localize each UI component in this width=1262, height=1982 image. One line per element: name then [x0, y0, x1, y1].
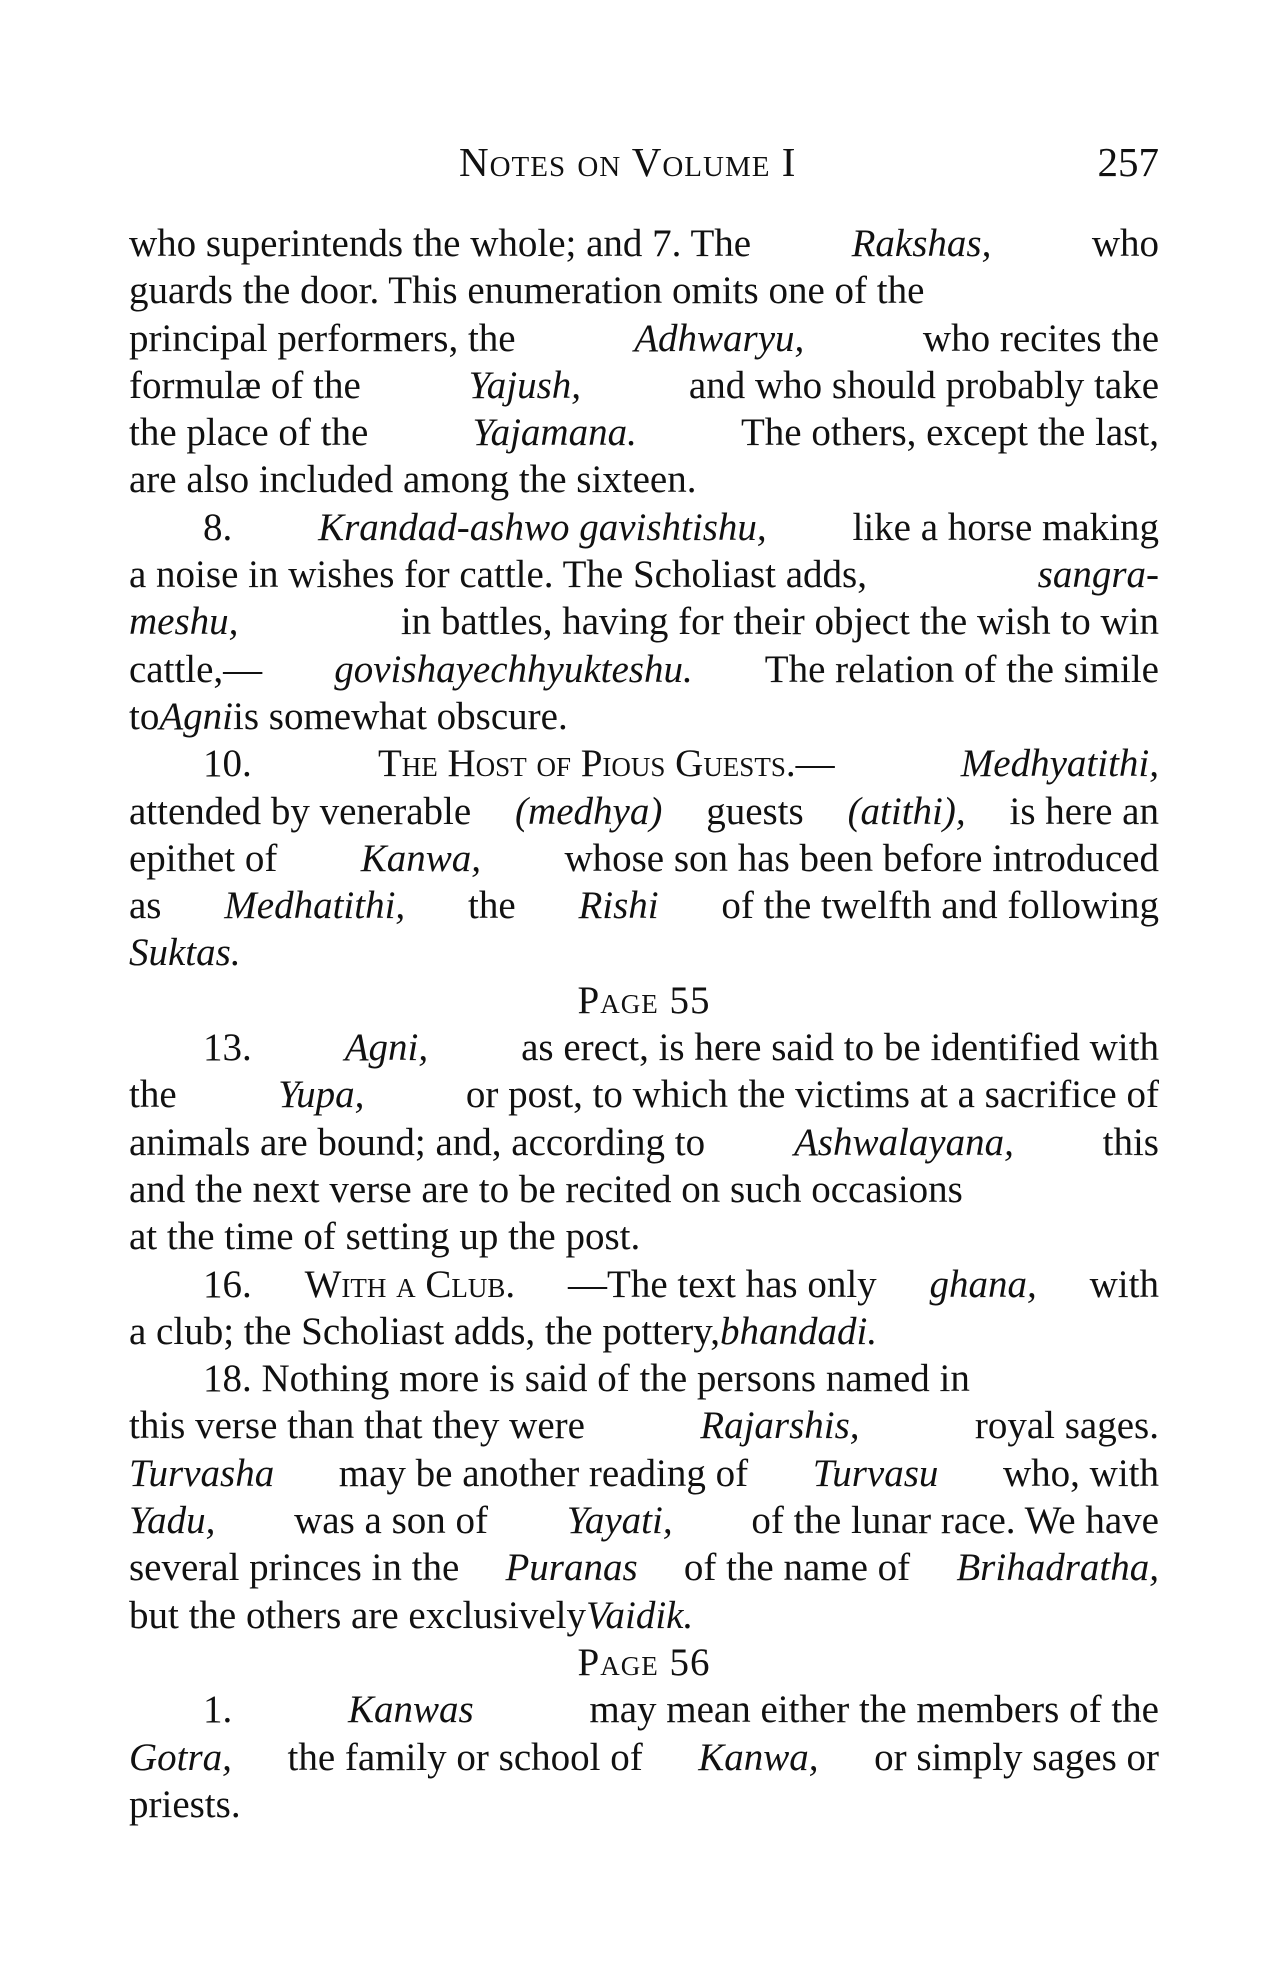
- text-line: [129, 646, 1159, 693]
- text-run: is here an: [1009, 789, 1159, 833]
- text-run: epithet of: [129, 836, 278, 880]
- text-run: 16.: [203, 1262, 252, 1306]
- text-run: as erect, is here said to be identified with: [521, 1026, 1159, 1070]
- text-run: this verse than that they were: [129, 1404, 585, 1448]
- running-title: Notes on Volume I: [459, 139, 797, 185]
- text-run: Page 56: [577, 1640, 711, 1684]
- text-run: Turvasha: [129, 1451, 275, 1495]
- text-line: [129, 1592, 1159, 1639]
- text-run: The relation of the simile: [764, 647, 1159, 691]
- text-line: [129, 882, 1159, 929]
- text-run: who recites the: [922, 316, 1159, 360]
- text-run: Yajamana.: [472, 411, 637, 455]
- text-run: cattle,—: [129, 647, 263, 691]
- text-run: this: [1102, 1120, 1159, 1164]
- text-run: of the name of: [683, 1546, 911, 1590]
- text-line: [129, 551, 1159, 598]
- text-run: animals are bound; and, according to: [129, 1120, 706, 1164]
- text-run: a club; the Scholiast adds, the pottery,: [129, 1309, 720, 1353]
- text-line: [129, 362, 1159, 409]
- text-line: [129, 929, 1159, 976]
- text-run: Medhyatithi,: [960, 742, 1159, 786]
- text-run: Kanwa,: [698, 1735, 819, 1779]
- text-run: a noise in wishes for cattle. The Scholiast adds,: [129, 553, 867, 597]
- text-run: with: [1089, 1262, 1159, 1306]
- text-line: [129, 1686, 1159, 1733]
- text-line: [129, 1261, 1159, 1308]
- text-run: and the next verse are to be recited on such occasions: [129, 1167, 963, 1211]
- text-line: [129, 409, 1159, 456]
- text-line: [129, 693, 1159, 740]
- text-run: Krandad-ashwo gavishtishu,: [318, 505, 767, 549]
- text-run: who superintends the whole; and 7. The: [129, 222, 752, 265]
- text-run: Suktas.: [129, 931, 241, 975]
- text-run: The others, except the last,: [740, 411, 1159, 455]
- text-run: 18. Nothing more is said of the persons named in: [203, 1357, 970, 1401]
- text-line: [129, 1450, 1159, 1497]
- text-run: Agni: [159, 694, 234, 738]
- text-run: —The text has only: [568, 1262, 877, 1306]
- text-run: who: [1091, 222, 1159, 265]
- text-run: Puranas: [505, 1546, 638, 1590]
- text-run: The Host of Pious Guests.—: [377, 742, 835, 786]
- text-run: Ashwalayana,: [793, 1120, 1014, 1164]
- text-line: [129, 1119, 1159, 1166]
- text-run: Page 55: [577, 978, 711, 1022]
- text-run: of the twelfth and following: [721, 884, 1159, 928]
- text-line: [129, 1497, 1159, 1544]
- text-line: [129, 598, 1159, 645]
- text-run: Yupa,: [278, 1073, 365, 1117]
- text-line: [129, 1355, 1159, 1402]
- text-line: [129, 504, 1159, 551]
- text-run: but the others are exclusively: [129, 1593, 587, 1637]
- text-line: [129, 1213, 1159, 1260]
- text-run: who, with: [1002, 1451, 1159, 1495]
- page-header: [129, 128, 1159, 188]
- text-line: [129, 267, 1159, 314]
- text-run: is somewhat obscure.: [233, 694, 568, 738]
- text-run: Yadu,: [129, 1499, 216, 1543]
- text-run: Yajush,: [468, 363, 582, 407]
- text-run: Adhwaryu,: [634, 316, 805, 360]
- text-run: like a horse making: [852, 505, 1159, 549]
- text-run: may be another reading of: [338, 1451, 749, 1495]
- text-run: and who should probably take: [688, 363, 1159, 407]
- text-run: Gotra,: [129, 1735, 232, 1779]
- text-line: [129, 1402, 1159, 1449]
- text-run: Kanwas: [347, 1688, 474, 1732]
- book-page: [129, 128, 1159, 1826]
- text-run: 1.: [203, 1688, 233, 1732]
- text-run: to: [129, 694, 160, 738]
- text-run: ghana,: [929, 1262, 1037, 1306]
- text-run: Rajarshis,: [700, 1404, 860, 1448]
- text-run: royal sages.: [974, 1404, 1159, 1448]
- text-run: formulæ of the: [129, 363, 361, 407]
- text-run: whose son has been before introduced: [564, 836, 1159, 880]
- text-line: [129, 1308, 1159, 1355]
- text-line: [129, 220, 1159, 267]
- text-run: 8.: [203, 505, 233, 549]
- text-line: [129, 1071, 1159, 1118]
- text-line: [129, 1024, 1159, 1071]
- text-run: govishayechhyukteshu.: [334, 647, 693, 691]
- text-line: [129, 835, 1159, 882]
- text-run: priests.: [129, 1782, 241, 1826]
- text-run: several princes in the: [129, 1546, 460, 1590]
- text-run: Rakshas,: [851, 222, 992, 265]
- text-run: Turvasu: [812, 1451, 939, 1495]
- text-line: [129, 1166, 1159, 1213]
- text-run: in battles, having for their object the wish to win: [400, 600, 1159, 644]
- section-heading: [129, 977, 1159, 1024]
- text-run: sangra-: [1037, 553, 1159, 597]
- text-run: 10.: [203, 742, 252, 786]
- text-run: principal performers, the: [129, 316, 516, 360]
- section-heading: [129, 1639, 1159, 1686]
- text-run: Kanwa,: [360, 836, 482, 880]
- text-run: Medhatithi,: [224, 884, 406, 928]
- text-run: or simply sages or: [874, 1735, 1159, 1779]
- text-line: [129, 788, 1159, 835]
- text-run: bhandadi.: [720, 1309, 878, 1353]
- text-run: of the lunar race. We have: [751, 1499, 1159, 1543]
- text-line: [129, 456, 1159, 503]
- text-run: 13.: [203, 1026, 252, 1070]
- text-run: are also included among the sixteen.: [129, 458, 697, 502]
- page-number: 257: [1097, 139, 1159, 185]
- text-run: Rishi: [578, 884, 659, 928]
- text-run: the: [129, 1073, 177, 1117]
- text-run: Vaidik.: [586, 1593, 694, 1637]
- text-line: [129, 1781, 1159, 1828]
- text-run: (medhya): [515, 789, 663, 833]
- text-run: or post, to which the victims at a sacrifice of: [465, 1073, 1159, 1117]
- text-run: Yayati,: [566, 1499, 673, 1543]
- text-run: guards the door. This enumeration omits one of the: [129, 269, 925, 313]
- text-line: [129, 1734, 1159, 1781]
- text-run: With a Club.: [304, 1262, 516, 1306]
- text-run: attended by venerable: [129, 789, 472, 833]
- text-run: at the time of setting up the post.: [129, 1215, 641, 1259]
- text-run: as: [129, 884, 162, 928]
- text-run: Brihadratha,: [956, 1546, 1159, 1590]
- text-line: [129, 1544, 1159, 1591]
- text-line: [129, 315, 1159, 362]
- text-line: [129, 740, 1159, 787]
- text-run: may mean either the members of the: [589, 1688, 1159, 1732]
- text-run: was a son of: [294, 1499, 489, 1543]
- text-run: Agni,: [344, 1026, 429, 1070]
- text-run: the: [467, 884, 516, 928]
- page-body: [129, 220, 1159, 1828]
- text-run: meshu,: [129, 600, 239, 644]
- text-run: the place of the: [129, 411, 369, 455]
- text-run: (atithi),: [847, 789, 966, 833]
- text-run: the family or school of: [287, 1735, 643, 1779]
- text-run: guests: [706, 789, 804, 833]
